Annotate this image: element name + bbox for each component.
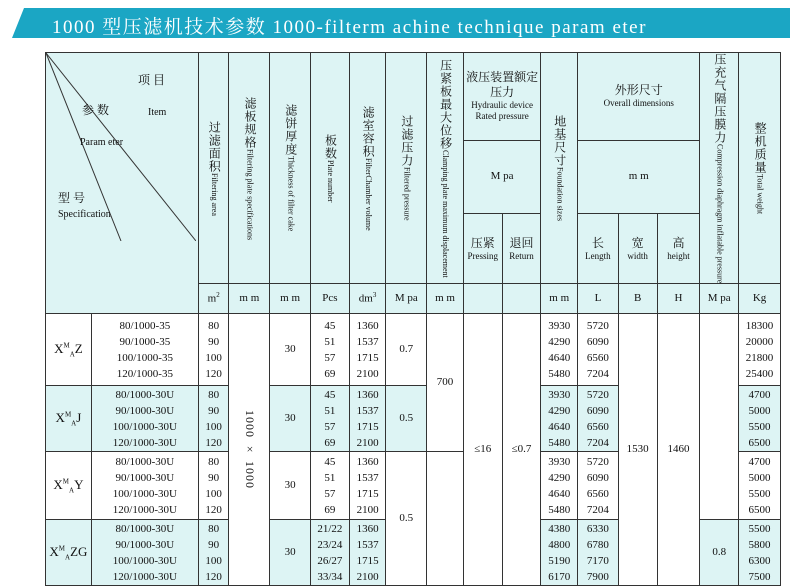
height-value: 1460 [657,314,700,586]
filtered-pressure-header: 过滤压力 Filtered pressure [386,53,427,284]
length-list: 5720 6090 6560 7204 [578,452,619,520]
param-en: Param eter [80,137,124,148]
unit-membrane: M pa [700,284,739,314]
foundation-list: 3930 4290 4640 5480 [541,452,578,520]
pressure-value: 0.7 [386,314,427,386]
plates-list: 21/22 23/24 26/27 33/34 [311,520,350,586]
item-en: Item [148,107,167,118]
unit-area: $m^2$ [198,284,229,314]
displacement-empty [427,452,464,586]
unit-width: B [618,284,657,314]
plates-list: 45 51 57 69 [311,314,350,386]
unit-length: L [578,284,619,314]
foundation-list: 3930 4290 4640 5480 [541,386,578,452]
length-header: 长 Length [578,214,619,284]
area-list: 80 90 100 120 [198,386,229,452]
unit-displacement: m m [427,284,464,314]
unit-plates: Pcs [311,284,350,314]
model-xaz: $X^M_AZ$ [46,314,92,386]
length-list: 5720 6090 6560 7204 [578,386,619,452]
model-xay: $X^M_AY$ [46,452,92,520]
length-list: 6330 6780 7170 7900 [578,520,619,586]
width-header: 宽 width [618,214,657,284]
weight-list: 5500 5800 6300 7500 [739,520,781,586]
thickness-value: 30 [270,452,311,520]
displacement-header: 压紧板最大位移 Clamping plate maximum displacement [427,53,464,284]
overall-unit: m m [578,140,700,213]
weight-header: 整机质量 Total weight [739,53,781,284]
header-diagonal-cell [46,53,199,314]
spec-en: Specification [58,209,111,220]
hydraulic-header: 液压装置额定压力 Hydraulic device Rated pressure [463,53,540,141]
volume-list: 1360 1537 1715 2100 [349,520,386,586]
item-cn: 项 目 [138,73,166,87]
pressure-value: 0.5 [386,386,427,452]
unit-pressing [463,284,502,314]
plate-size-header: 滤板规格 Filtering plate specifications [229,53,270,284]
unit-pressure: M pa [386,284,427,314]
area-list: 80 90 100 120 [198,520,229,586]
unit-thickness: m m [270,284,311,314]
spec-list: 80/1000-35 90/1000-35 100/1000-35 120/1000-35 [91,314,198,386]
weight-list: 4700 5000 5500 6500 [739,386,781,452]
chamber-volume-header: 滤室容积 FilterChamber volume [349,53,386,284]
membrane-value: 0.8 [700,520,739,586]
banner-title: 1000 型压滤机技术参数 1000-filterm achine technique param eter [52,17,647,38]
title-banner [12,8,790,38]
pressing-value: ≤16 [463,314,502,586]
unit-weight: Kg [739,284,781,314]
plates-list: 45 51 57 69 [311,452,350,520]
height-header: 高 height [657,214,700,284]
pressing-header: 压紧 Pressing [463,214,502,284]
plate-size-value: 1000 × 1000 [229,314,270,586]
thickness-value: 30 [270,520,311,586]
unit-volume: $dm^3$ [349,284,386,314]
area-list: 80 90 100 120 [198,314,229,386]
spec-list: 80/1000-30U 90/1000-30U 100/1000-30U 120/1000-30U [91,452,198,520]
spec-list: 80/1000-30U 90/1000-30U 100/1000-30U 120/1000-30U [91,386,198,452]
weight-list: 4700 5000 5500 6500 [739,452,781,520]
spec-list: 80/1000-30U 90/1000-30U 100/1000-30U 120/1000-30U [91,520,198,586]
displacement-value: 700 [427,314,464,452]
filtering-area-header: 过滤面积 Filtering area [198,53,229,284]
cake-thickness-header: 滤饼厚度 Thickness of filter cake [270,53,311,284]
width-value: 1530 [618,314,657,586]
foundation-header: 地基尺寸 Foundation sizes [541,53,578,284]
pressure-value: 0.5 [386,452,427,586]
volume-list: 1360 1537 1715 2100 [349,452,386,520]
spec-table [45,52,781,586]
area-list: 80 90 100 120 [198,452,229,520]
volume-list: 1360 1537 1715 2100 [349,314,386,386]
spec-cn: 型 号 [58,191,86,205]
thickness-value: 30 [270,386,311,452]
length-list: 5720 6090 6560 7204 [578,314,619,386]
hydraulic-unit: M pa [463,140,540,213]
unit-return [502,284,541,314]
plates-list: 45 51 57 69 [311,386,350,452]
membrane-header: 压充气隔压膜力 Compression diaphragm inflatable pressure [700,53,739,284]
model-xazg: $X^M_AZG$ [46,520,92,586]
model-xaj: $X^M_AJ$ [46,386,92,452]
membrane-empty [700,314,739,520]
foundation-list: 3930 4290 4640 5480 [541,314,578,386]
plate-number-header: 板数 Plate number [311,53,350,284]
weight-list: 18300 20000 21800 25400 [739,314,781,386]
return-value: ≤0.7 [502,314,541,586]
param-cn: 参 数 [82,103,110,117]
unit-foundation: m m [541,284,578,314]
unit-plate-size: m m [229,284,270,314]
foundation-list: 4380 4800 5190 6170 [541,520,578,586]
overall-header: 外形尺寸 Overall dimensions [578,53,700,141]
unit-height: H [657,284,700,314]
volume-list: 1360 1537 1715 2100 [349,386,386,452]
thickness-value: 30 [270,314,311,386]
return-header: 退回 Return [502,214,541,284]
